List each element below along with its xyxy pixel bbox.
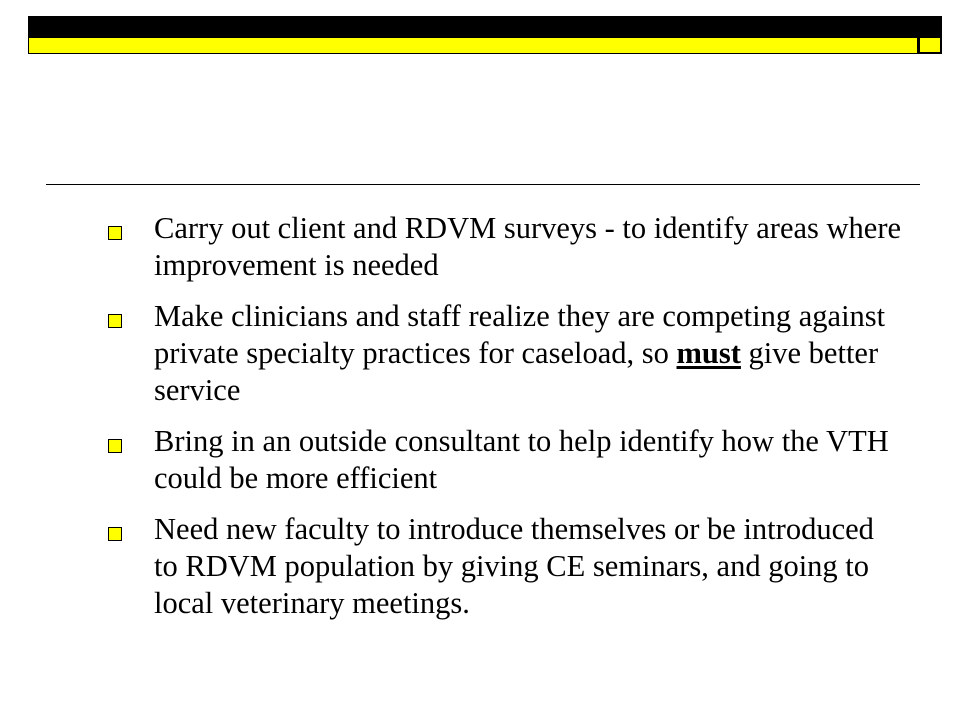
bullet-text: Carry out client and RDVM surveys - to identify areas where improvement is needed bbox=[154, 211, 902, 282]
bullet-text-end: give better service bbox=[154, 336, 879, 407]
title-divider bbox=[46, 184, 920, 185]
square-bullet-icon bbox=[108, 439, 122, 453]
header-bar bbox=[28, 16, 918, 54]
bullet-item bbox=[104, 423, 904, 497]
header-bar-stripe bbox=[29, 17, 917, 38]
bullet-item bbox=[104, 298, 904, 409]
bullet-item bbox=[104, 511, 904, 622]
square-bullet-icon bbox=[108, 314, 122, 328]
header-corner-block bbox=[918, 16, 942, 54]
bullet-text-emphasis: must bbox=[676, 336, 741, 370]
bullet-text: Need new faculty to introduce themselves or be introduced to RDVM population by giving CE seminars, and going to local veterinary meetings. bbox=[154, 512, 874, 620]
bullet-text-start: Make clinicians and staff realize they are competing against private specialty practices for caseload, so bbox=[154, 299, 886, 370]
square-bullet-icon bbox=[108, 527, 122, 541]
square-bullet-icon bbox=[108, 226, 122, 240]
bullet-item bbox=[104, 210, 904, 284]
bullet-text: Bring in an outside consultant to help identify how the VTH could be more efficient bbox=[154, 424, 889, 495]
bullet-list bbox=[104, 210, 904, 636]
header-corner-accent bbox=[920, 38, 940, 52]
